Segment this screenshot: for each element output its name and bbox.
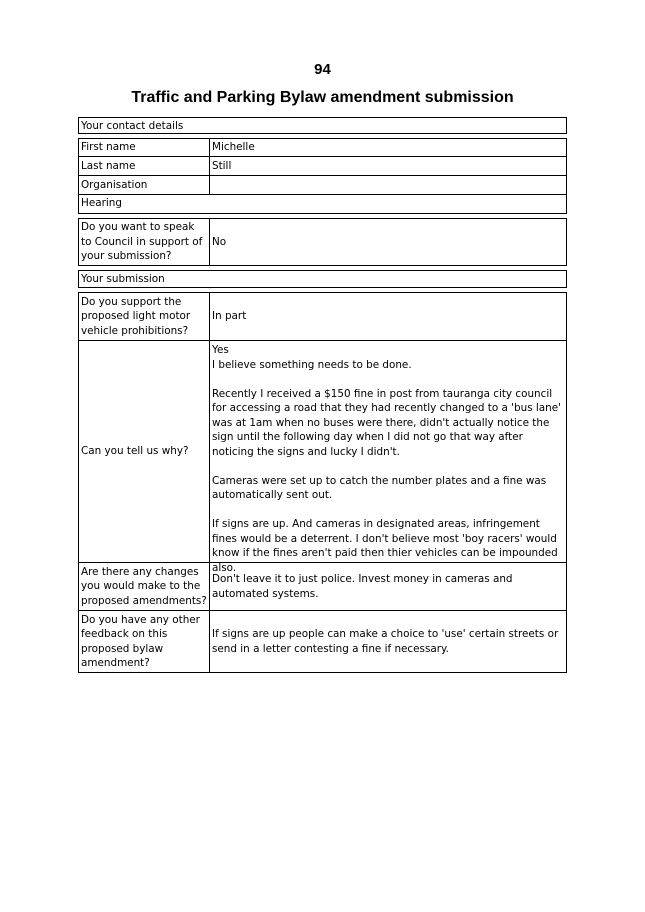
- field-value: Michelle: [212, 141, 255, 154]
- section-heading-submission: Your submission: [78, 270, 567, 288]
- field-label: Can you tell us why?: [79, 341, 210, 562]
- field-value: No: [212, 235, 227, 248]
- field-label: Are there any changes you would make to the proposed amendments?: [79, 563, 210, 610]
- field-value: Still: [212, 159, 232, 172]
- field-row-speak-to-council: [78, 218, 567, 266]
- field-row-last-name: [78, 157, 567, 176]
- field-row-tell-us-why: [78, 341, 567, 574]
- field-label: Do you have any other feedback on this proposed bylaw amendment?: [79, 611, 210, 672]
- field-label: Organisation: [79, 176, 210, 194]
- field-label: Do you support the proposed light motor vehicle prohibitions?: [79, 293, 210, 340]
- field-label: Do you want to speak to Council in support of your submission?: [79, 219, 210, 265]
- field-row-first-name: [78, 138, 567, 157]
- field-value: If signs are up people can make a choice to 'use' certain streets or send in a letter contesting a fine if necessary.: [212, 628, 562, 655]
- field-value: [210, 176, 566, 194]
- page-title: Traffic and Parking Bylaw amendment submission: [131, 89, 514, 106]
- field-label: Last name: [79, 157, 210, 175]
- field-row-support-prohibitions: [78, 292, 567, 341]
- field-value: Don't leave it to just police. Invest money in cameras and automated systems.: [212, 573, 516, 600]
- field-label: First name: [79, 139, 210, 156]
- field-value: In part: [212, 310, 247, 323]
- section-heading-contact: Your contact details: [78, 117, 567, 134]
- field-row-changes: [78, 563, 567, 611]
- page-number: 94: [314, 61, 331, 78]
- field-value: Yes I believe something needs to be done. Recently I received a $150 fine in post from tauranga city council for accessing a road that they had recently changed to a 'bus lane' was at 1am when no buses were there, didn't actually notice the sign until the following day when I did not go that way after noticing the signs and lucky I didn't. Cameras were set up to catch the number plates and a fine was automatically sent out. If signs are up. And cameras in designated areas, infringement fines would be a deterrent. I don't believe most 'boy racers' would know if the fines aren't paid then thier vehicles can be impounded also.: [212, 344, 561, 574]
- field-row-other-feedback: [78, 611, 567, 673]
- field-row-organisation: [78, 176, 567, 195]
- section-heading-hearing: Hearing: [78, 195, 567, 214]
- submission-form: [78, 117, 567, 673]
